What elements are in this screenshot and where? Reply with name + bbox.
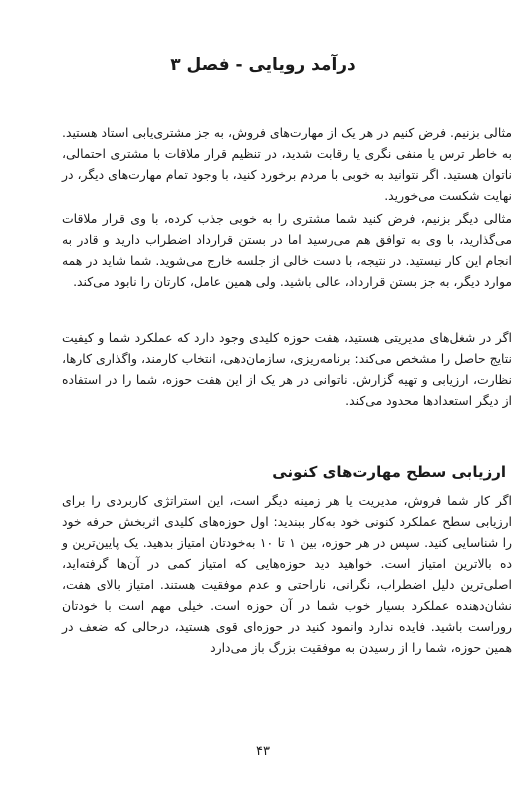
paragraph-1: مثالی بزنیم. فرض کنیم در هر یک از مهارت‌های فروش، به جز مشتری‌یابی استاد هستید. به خاطر ترس یا منفی نگری یا رقابت شدید، در تنظیم قرار ملاقات با مشتری احتمالی، ناتوان هستید. اگر نتوانید به خوبی با مردم برخورد کنید، با وجود تمام مهارت‌های دیگر، در نهایت شکست می‌خورید. <box>62 125 512 203</box>
page-number: ۴۳ <box>256 744 270 759</box>
paragraph-2: مثالی دیگر بزنیم، فرض کنید شما مشتری را به خوبی جذب کرده، با وی قرار ملاقات می‌گذارید، با وی به توافق هم می‌رسید اما در بستن قرارداد اضطراب دارید و قادر به انجام این کار نیستید. در نتیجه، با دست خالی از جلسه خارج می‌شوید. شما شاید در همه موارد دیگر، به جز بستن قرارداد، عالی باشید. ولی همین عامل، کارتان را نابود می‌کند. <box>62 211 512 289</box>
running-header: درآمد رویایی - فصل ۳ <box>170 55 356 75</box>
section-paragraph: اگر کار شما فروش، مدیریت یا هر زمینه دیگر است، این استراتژی کاربردی را برای ارزیابی سطح عملکرد کنونی خود به‌کار ببندید: اول حوزه‌های کلیدی اثربخش حرفه خود را شناسایی کنید. سپس در هر حوزه، بین ۱ تا ۱۰ به‌خودتان امتیاز بدهید. یک پایین‌ترین و ده بالاترین امتیاز است. خواهید دید حوزه‌هایی که امتیاز کمی در آن‌ها گرفته‌اید، اصلی‌ترین دلیل اضطراب، نگرانی، ناراحتی و عدم موفقیت هستند. امتیاز بالای هفت، نشان‌دهنده عملکرد بسیار خوب شما در آن حوزه است. خیلی مهم است با خودتان روراست باشید. فایده ندارد وانمود کنید در حوزه‌ای قوی هستید، درحالی که ضعف در همین حوزه، شما را از رسیدن به موفقیت بزرگ باز می‌دارد <box>62 493 512 655</box>
paragraph-3: اگر در شغل‌های مدیریتی هستید، هفت حوزه کلیدی وجود دارد که عملکرد شما و کیفیت نتایج حاصل را مشخص می‌کند: برنامه‌ریزی، سازمان‌دهی، انتخاب کارمند، واگذاری کارها، نظارت، ارزیابی و تهیه گزارش. ناتوانی در هر یک از این هفت حوزه، شما را در استفاده از دیگر استعدادها محدود می‌کند. <box>62 330 512 408</box>
section-heading: ارزیابی سطح مهارت‌های کنونی <box>272 463 506 481</box>
